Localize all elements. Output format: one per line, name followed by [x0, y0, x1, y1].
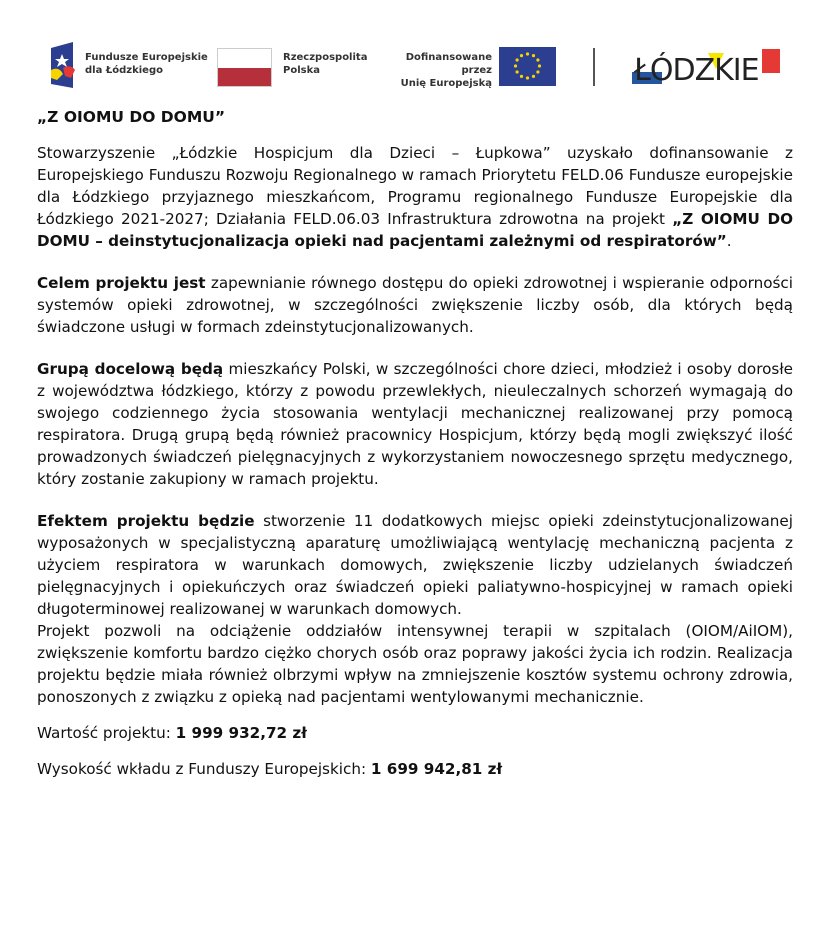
project-value	[37, 722, 793, 744]
goal-paragraph	[37, 272, 793, 338]
goal-text: zapewnianie równego dostępu do opieki zdrowotnej i wspieranie odporności systemów opieki zdrowotnej, w szczególności zwiększenie liczby osób, dla których będą świadczone usługi w formach zdeinstytucjonalizowanych.	[37, 274, 793, 336]
lodzkie-logo-icon	[632, 47, 782, 87]
project-value-amount: 1 999 932,72 zł	[175, 724, 307, 742]
eu-contribution-amount: 1 699 942,81 zł	[370, 760, 503, 778]
eu-line1: Dofinansowane przez	[405, 52, 492, 76]
fundusze-europejskie-icon	[47, 40, 77, 90]
pl-line2: Polska	[283, 65, 320, 76]
target-paragraph	[37, 358, 793, 490]
eu-cofunded-label	[382, 51, 492, 90]
fe-line2: dla Łódzkiego	[85, 65, 163, 76]
pl-line1: Rzeczpospolita	[283, 52, 368, 63]
document-body	[37, 106, 793, 780]
eu-flag-icon	[499, 47, 556, 86]
effect-text: stworzenie 11 dodatkowych miejsc opieki zdeinstytucjonalizowanej wyposażonych w specjalistyczną aparaturę umożliwiającą wentylację mechaniczną pacjenta z użyciem respiratora w warunkach domowych, zwiększenie liczby udzielanych świadczeń pielęgnacyjnych i opiekuńczych oraz świadczeń opieki paliatywno-hospicyjnej w ramach opieki długoterminowej realizowanej w warunkach domowych.	[37, 512, 793, 618]
project-value-label: Wartość projektu:	[37, 724, 176, 742]
intro-end: .	[726, 232, 732, 250]
polish-flag-icon	[217, 48, 272, 87]
effect-paragraph-2: Projekt pozwoli na odciążenie oddziałów intensywnej terapii w szpitalach (OIOM/AiIOM), zwiększenie komfortu bardzo ciężko chorych osób oraz poprawy jakości życia ich rodzin. Realizacja projektu będzie miała również olbrzymi wpływ na zmniejszenie kosztów systemu ochrony zdrowia, ponoszonych z związku z opieką nad pacjentami wentylowanymi mechanicznie.	[37, 622, 793, 706]
logo-bar	[0, 0, 833, 100]
effect-heading: Efektem projektu będzie	[37, 512, 255, 530]
eu-contribution	[37, 758, 793, 780]
project-name: „Z OIOMU DO DOMU – deinstytucjonalizacja opieki nad pacjentami zależnymi od respiratorów”	[37, 210, 793, 250]
effect-paragraph	[37, 510, 793, 620]
intro-text: Stowarzyszenie „Łódzkie Hospicjum dla Dzieci – Łupkowa” uzyskało dofinansowanie z Europejskiego Funduszu Rozwoju Regionalnego w ramach Priorytetu FELD.06 Fundusze europejskie dla Łódzkiego przyjaznego mieszkańcom, Programu regionalnego Fundusze Europejskie dla Łódzkiego 2021-2027; Działania FELD.06.03 Infrastruktura zdrowotna na projekt	[37, 144, 793, 228]
goal-heading: Celem projektu jest	[37, 274, 206, 292]
fundusze-europejskie-label	[85, 51, 208, 77]
rzeczpospolita-label	[283, 51, 367, 77]
intro-paragraph	[37, 142, 793, 252]
logo-divider	[593, 48, 595, 86]
eu-contribution-label: Wysokość wkładu z Funduszy Europejskich:	[37, 760, 371, 778]
svg-text:ŁÓDZKIE: ŁÓDZKIE	[634, 53, 759, 87]
target-text: mieszkańcy Polski, w szczególności chore dzieci, młodzież i osoby dorosłe z województwa łódzkiego, którzy z powodu przewlekłych, nieuleczalnych schorzeń wymagają do swojego codziennego życia stosowania wentylacji mechanicznej realizowanej przy pomocą respiratora. Drugą grupą będą również pracownicy Hospicjum, którzy będą mogli zwiększyć ilość prowadzonych świadczeń pielęgnacyjnych z wykorzystaniem nowoczesnego sprzętu medycznego, który zostanie zakupiony w ramach projektu.	[37, 360, 793, 488]
page-title: „Z OIOMU DO DOMU”	[37, 108, 226, 126]
fe-line1: Fundusze Europejskie	[85, 52, 208, 63]
target-heading: Grupą docelową będą	[37, 360, 224, 378]
eu-line2: Unię Europejską	[400, 78, 492, 89]
